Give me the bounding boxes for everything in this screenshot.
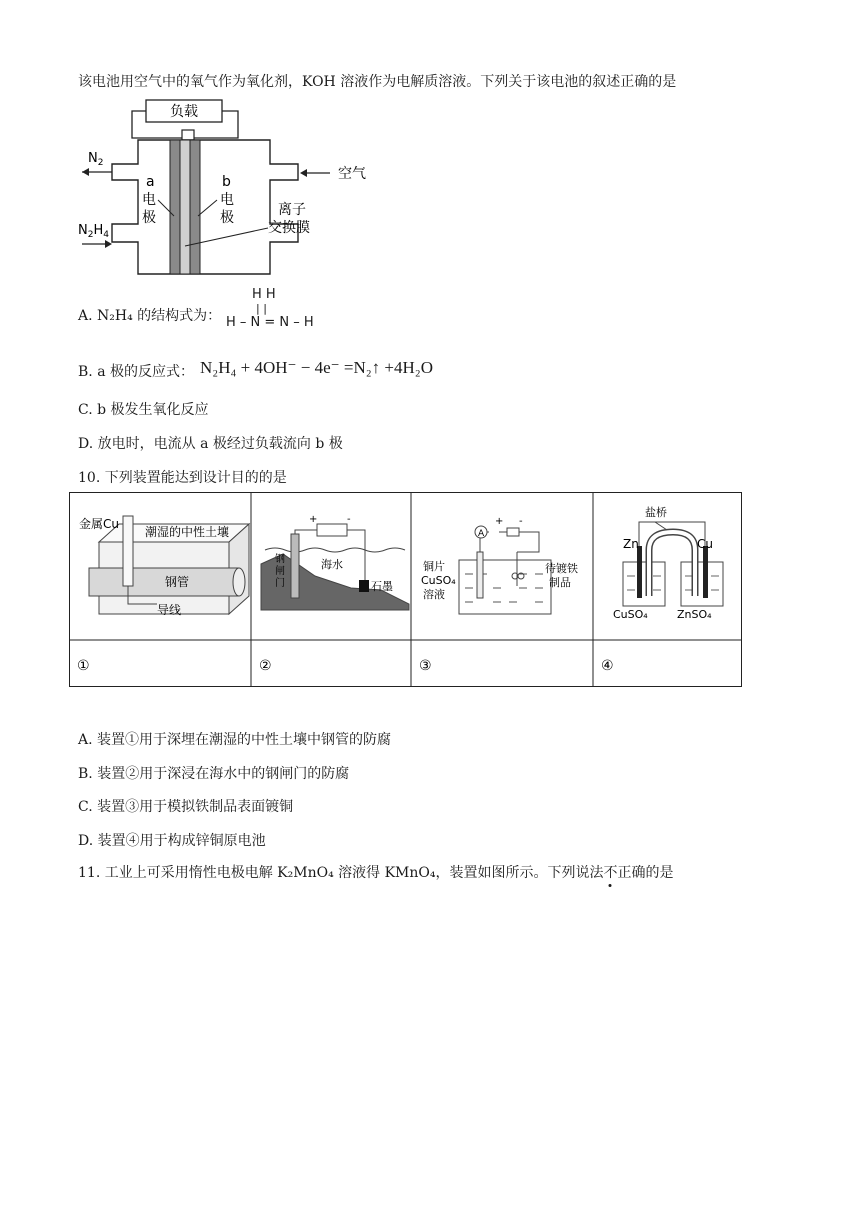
fuel-cell-diagram (72, 96, 366, 286)
q11-stem: 11. 工业上可采用惰性电极电解 K₂MnO₄ 溶液得 KMnO₄，装置如图所示。下列说法不正确的是 (78, 865, 674, 881)
label-4: ④ (601, 658, 614, 674)
fig2-gate-3: 门 (275, 578, 285, 589)
a-electrode-label: 电 (142, 192, 156, 208)
fig2-plus: + (309, 514, 318, 525)
question-intro: 该电池用空气中的氧气作为氧化剂，KOH 溶液作为电解质溶液。下列关于该电池的叙述正确的是 (78, 74, 677, 90)
q10-option-c: C. 装置③用于模拟铁制品表面镀铜 (78, 799, 294, 815)
q10-stem: 10. 下列装置能达到设计目的的是 (78, 470, 287, 486)
option-b-equation: N₂H₄ + 4OH⁻ − 4e⁻ =N₂↑ +4H₂O (200, 358, 433, 377)
q10-option-a: A. 装置①用于深埋在潮湿的中性土壤中钢管的防腐 (78, 732, 392, 748)
fig4-zn-label: Zn (623, 537, 639, 551)
b-label: b (222, 174, 231, 190)
apparatus-3 (421, 516, 578, 614)
n2h4-label: $N_2H_4$ (78, 223, 109, 240)
option-d: D. 放电时，电流从 a 极经过负载流向 b 极 (78, 436, 343, 452)
load-label: 负载 (170, 104, 198, 120)
b-electrode-label: 电 (220, 192, 234, 208)
option-c: C. b 极发生氧化反应 (78, 402, 209, 418)
structural-formula: H H | | H – N = N – H (226, 287, 314, 330)
fig3-ammeter: A (478, 529, 485, 539)
q10-option-d: D. 装置④用于构成锌铜原电池 (78, 833, 266, 849)
fig1-soil-label: 潮湿的中性土壤 (145, 525, 230, 539)
fig3-item-label-2: 制品 (549, 576, 571, 589)
a-label: a (146, 174, 155, 190)
fig2-graphite-label: 石墨 (371, 580, 393, 593)
emphasis-not: 不 (603, 865, 618, 881)
apparatus-2 (261, 514, 409, 610)
fig3-copper-label: 铜片 (423, 560, 445, 573)
b-pole-label: 极 (220, 210, 234, 226)
apparatus-1 (79, 516, 249, 617)
fig1-cu-label: 金属Cu (79, 517, 119, 531)
air-label: 空气 (338, 166, 366, 182)
fig2-gate-2: 闸 (275, 566, 285, 577)
label-2: ② (259, 658, 272, 674)
fig1-pipe-label: 钢管 (165, 575, 190, 589)
fig2-gate-1: 钢 (275, 554, 285, 565)
fig3-plus: + (495, 516, 504, 527)
fig3-solution-label: 溶液 (423, 588, 445, 601)
fig3-minus: - (519, 516, 523, 527)
fig4-left-sol: CuSO₄ (613, 608, 648, 621)
option-b-prefix: B. a 极的反应式： (78, 364, 194, 380)
fig2-minus: - (347, 514, 351, 525)
option-a: A. N₂H₄ 的结构式为： (78, 308, 222, 324)
fig1-wire-label: 导线 (157, 603, 182, 617)
fig3-item-label-1: 待镀铁 (545, 562, 578, 575)
fig4-cu-label: Cu (697, 537, 713, 551)
q10-option-b: B. 装置②用于深浸在海水中的钢闸门的防腐 (78, 766, 350, 782)
a-pole-label: 极 (142, 210, 156, 226)
fig4-right-sol: ZnSO₄ (677, 608, 712, 621)
n2-label: $N_2$ (88, 151, 104, 168)
fig3-cuso4-label: CuSO₄ (421, 574, 456, 587)
q10-apparatus-table (69, 492, 743, 690)
fig4-bridge-label: 盐桥 (645, 506, 667, 519)
apparatus-4 (613, 505, 723, 621)
label-1: ① (77, 658, 90, 674)
membrane-label-1: 离子 (278, 202, 306, 218)
membrane-label-2: 交换膜 (268, 220, 310, 236)
label-3: ③ (419, 658, 432, 674)
fig2-sea-label: 海水 (321, 558, 343, 571)
